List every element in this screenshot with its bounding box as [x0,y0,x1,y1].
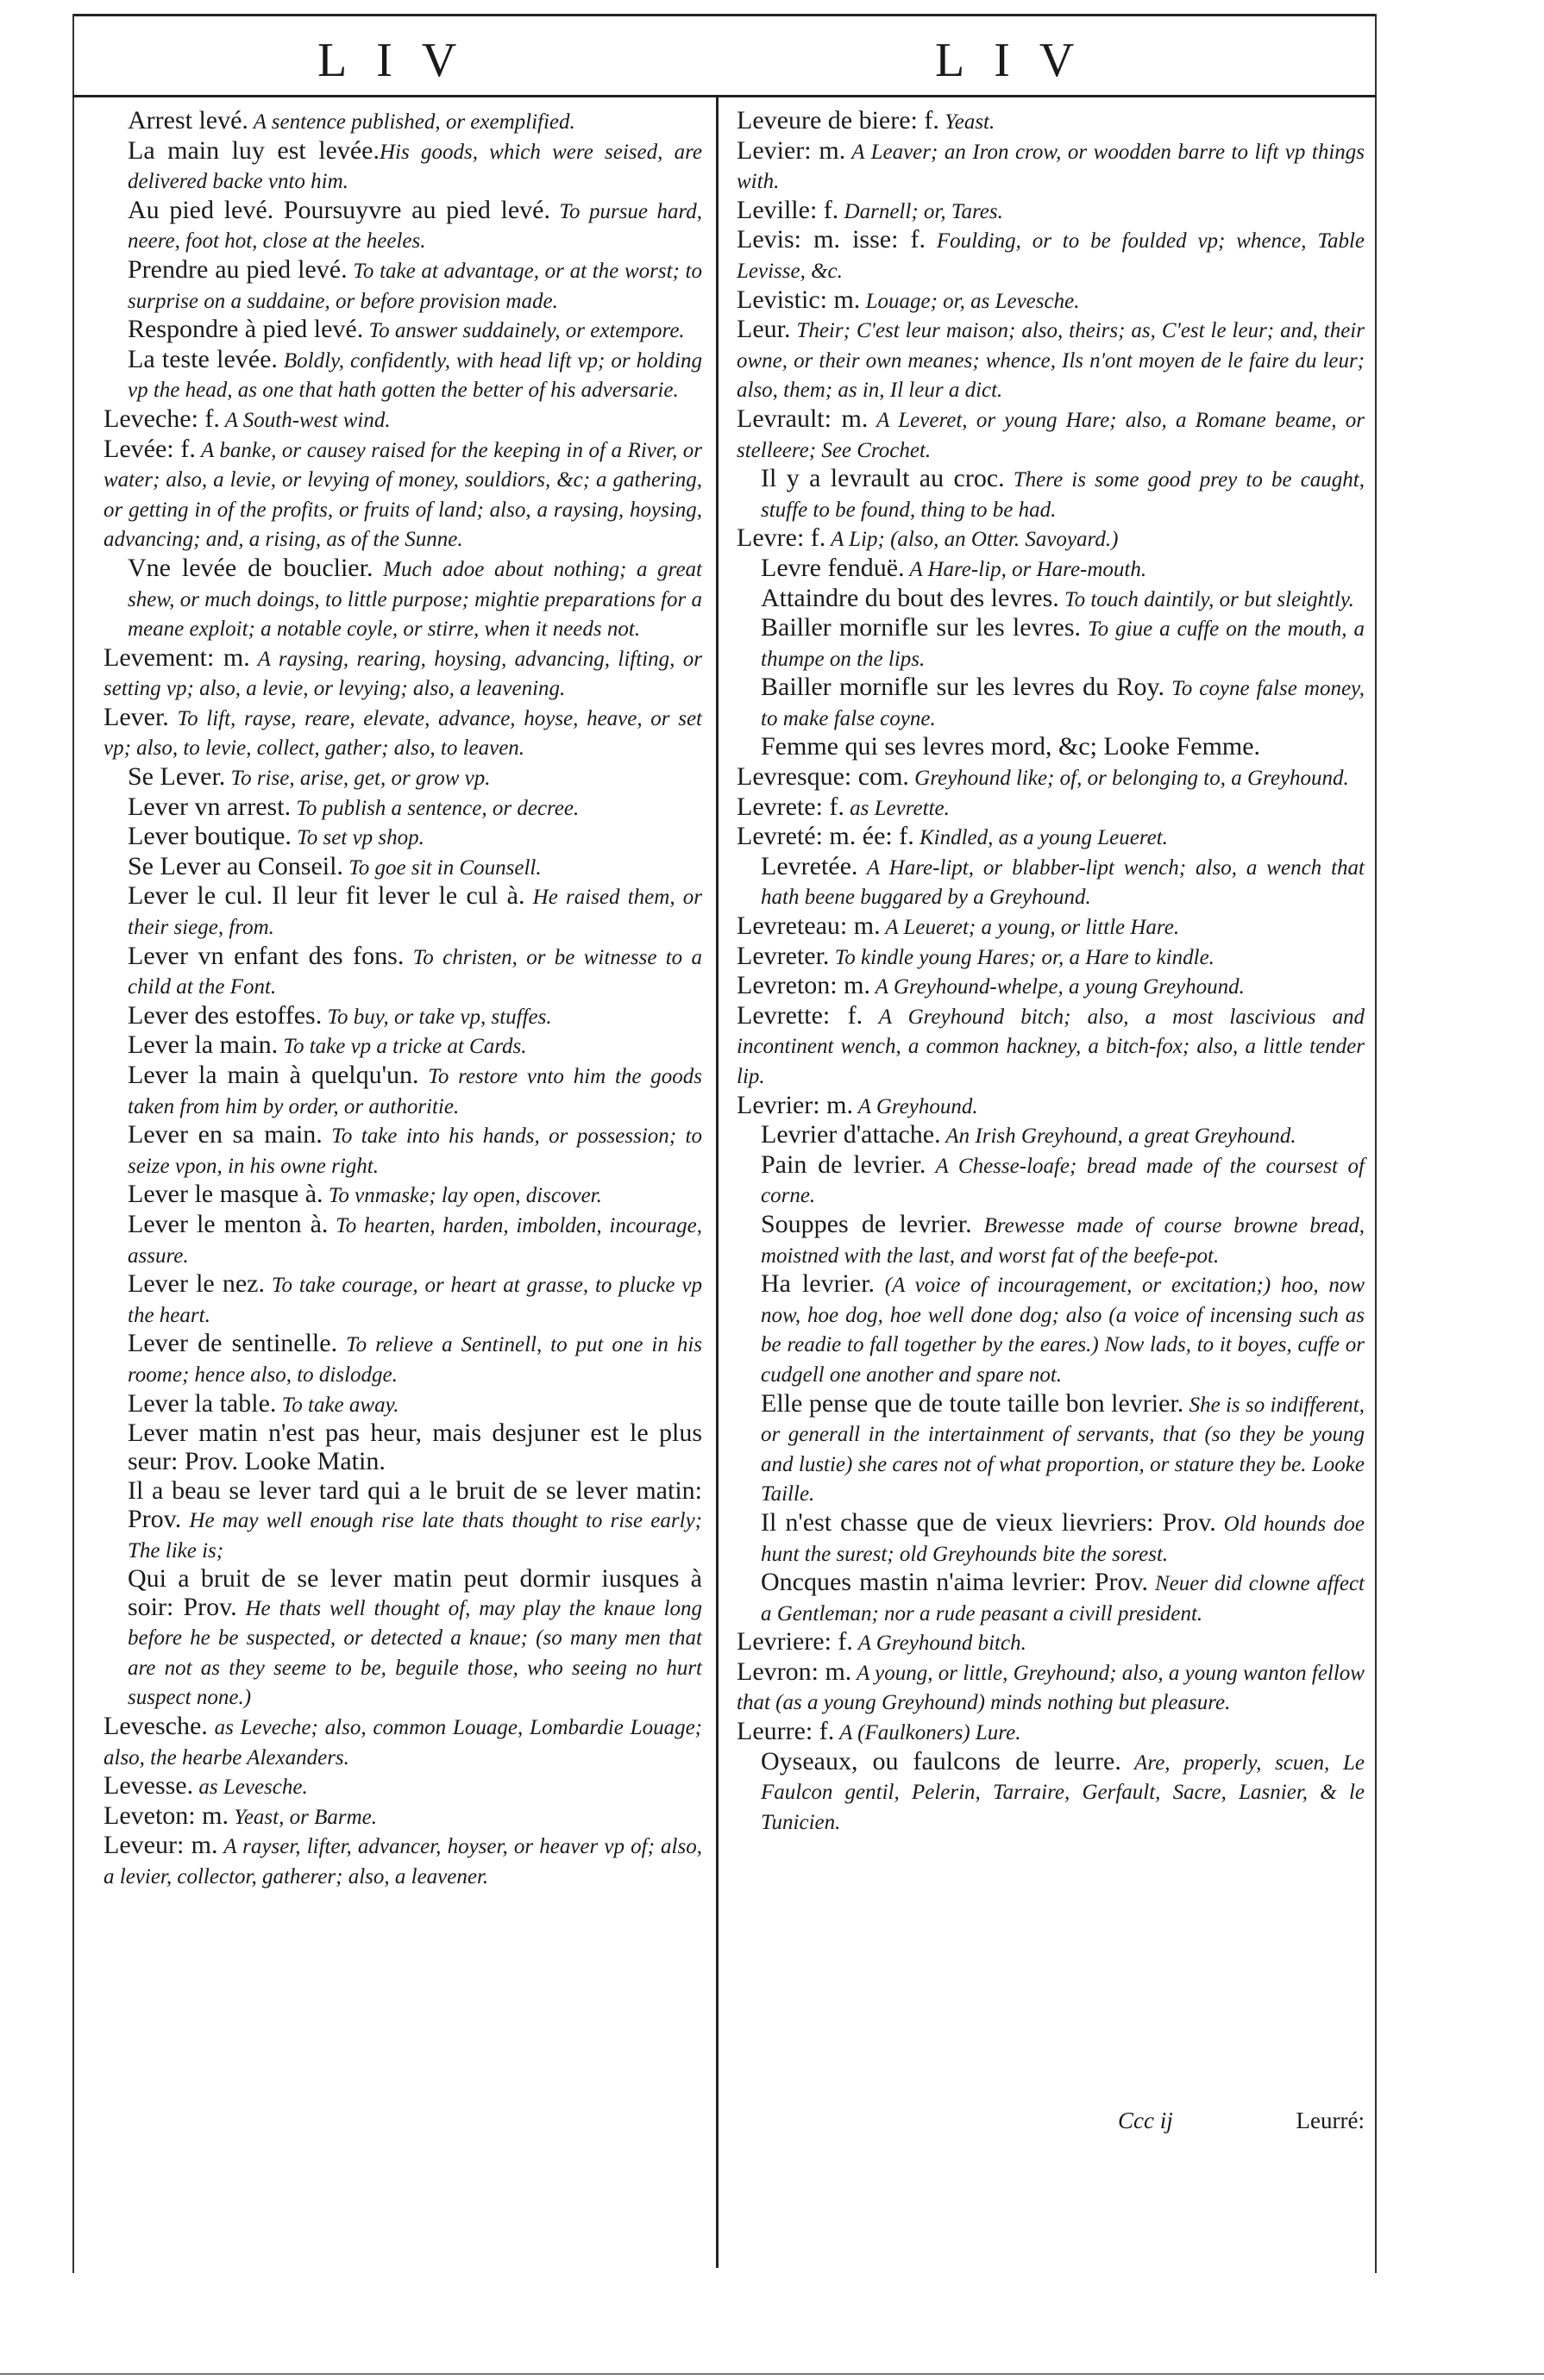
dictionary-entry [737,316,1365,405]
entry-headword: Levement: m. [104,642,250,672]
entry-headword: Levée: f. [104,434,196,463]
entry-headword: Vne levée de bouclier. [128,553,373,582]
dictionary-entry [737,673,1365,733]
dictionary-entry [104,1031,702,1062]
dictionary-entry [737,107,1365,137]
dictionary-entry [104,1565,702,1713]
entry-headword: Lever vn enfant des fons. [128,941,405,970]
dictionary-entry [104,1477,702,1565]
dictionary-entry [104,943,702,1002]
entry-headword: Leveton: m. [104,1801,229,1830]
dictionary-entry [104,1211,702,1270]
entry-definition: To christen, or be witnesse to a child at the Font. [128,945,703,999]
entry-definition: A Hare-lipt, or blabber-lipt wench; also, a wench that hath beene buggared by a Greyhound. [761,855,1365,910]
dictionary-entry [737,1658,1365,1718]
dictionary-entry [737,197,1365,227]
dictionary-entry [104,435,702,554]
dictionary-entry [737,1092,1365,1122]
entry-definition: To take away. [276,1393,399,1417]
entry-headword: Levrier d'attache. [761,1120,941,1149]
entry-headword: Levre: f. [737,523,826,553]
dictionary-entry [737,912,1365,943]
entry-headword: Levier: m. [737,135,846,165]
entry-headword: Se Lever. [128,762,226,792]
entry-headword: Il a beau se lever tard qui a le bruit de se lever matin: Prov. [128,1476,702,1533]
entry-definition: To restore vnto him the goods taken from him by order, or authoritie. [128,1065,702,1118]
dictionary-entry [737,1718,1365,1748]
dictionary-entry [104,763,702,793]
entry-definition: A Greyhound bitch; also, a most lascivious and incontinent wench, a common hackney, a bitch-fox; also, a little tender lip. [737,1005,1365,1088]
dictionary-entry [737,1002,1365,1092]
entry-definition: To coyne false money, to make false coyne. [761,677,1365,730]
dictionary-entry [737,1211,1365,1270]
dictionary-entry [104,1390,702,1420]
entry-definition: A banke, or causey raised for the keeping in of a River, or water; also, a levie, or levying of money, souldiors, &c; a gathering, or getting in of the profits, or fruits of land; also, a raysing, hoysing, advancing; and, a rising, as of the Sunne. [104,438,702,552]
dictionary-entry [104,1062,702,1121]
entry-headword: Femme qui ses levres mord, &c; Looke Femme. [761,732,1261,761]
entry-headword: Levreter. [737,941,830,970]
dictionary-entry [737,614,1365,673]
entry-headword: Levrete: f. [737,792,844,821]
entry-definition: Much adoe about nothing; a great shew, or much doings, to little purpose; mightie preparations for a meane exploit; a notable coyle, or stirre, when it needs not. [128,557,702,642]
top-rule [72,14,1377,16]
entry-headword: Levrault: m. [737,404,869,433]
dictionary-entry [104,107,702,137]
dictionary-entry [104,554,702,644]
entry-definition: A raysing, rearing, hoysing, advancing, lifting, or setting vp; also, a levie, or levying; also, a leavening. [104,647,702,701]
dictionary-entry [737,405,1365,465]
dictionary-entry [104,1270,702,1330]
column-divider [716,95,719,2268]
entry-headword: Souppes de levrier. [761,1209,972,1238]
entry-headword: La teste levée. [128,344,278,373]
entry-definition: Louage; or, as Levesche. [860,289,1080,313]
entry-definition: To take at advantage, or at the worst; to surprise on a suddaine, or before provision made. [128,259,702,313]
dictionary-entry [737,1569,1365,1628]
dictionary-entry [737,943,1365,973]
dictionary-entry [104,1802,702,1832]
dictionary-entry [104,704,702,763]
dictionary-entry [104,137,702,197]
entry-definition: A young, or little, Greyhound; also, a young wanton fellow that (as a young Greyhound) minds nothing but pleasure. [737,1661,1365,1715]
entry-headword: Lever le nez. [128,1269,265,1299]
entry-definition: A (Faulkoners) Lure. [834,1721,1021,1745]
dictionary-entry [104,405,702,435]
dictionary-entry [104,1330,702,1389]
dictionary-entry [737,554,1365,585]
entry-definition: Darnell; or, Tares. [838,199,1003,223]
entry-definition: To goe sit in Counsell. [342,855,542,880]
entry-headword: Leveur: m. [104,1831,218,1860]
entry-definition: Old hounds doe hunt the surest; old Greyhounds bite the sorest. [761,1512,1365,1566]
dictionary-entry [737,1151,1365,1211]
entry-definition: Yeast, or Barme. [228,1805,377,1829]
entry-headword: Lever le masque à. [128,1180,323,1209]
dictionary-entry [104,644,702,704]
entry-definition: She is so indifferent, or generall in the intertainment of servants, that (so they be young and lustie) she cares not of what proportion, or stature they be. Looke Taille. [761,1393,1365,1506]
entry-definition: Brewesse made of course browne bread, moistned with the last, and worst fat of the beefe-pot. [761,1213,1365,1268]
dictionary-entry [104,197,702,256]
entry-definition: To vnmaske; lay open, discover. [323,1184,602,1208]
dictionary-entry [737,226,1365,285]
entry-definition: He thats well thought of, may play the knaue long before he be suspected, or detected a knaue; (so many men that are not as they seeme to be, beguile those, who seeing no hurt suspect none.) [128,1596,702,1710]
dictionary-entry [737,137,1365,197]
dictionary-entry [737,733,1365,763]
entry-headword: Leveche: f. [104,404,220,433]
entry-headword: Pain de levrier. [761,1149,926,1179]
entry-headword: Lever la main à quelqu'un. [128,1061,419,1089]
entry-headword: Bailler mornifle sur les levres du Roy. [761,673,1165,702]
entry-headword: Oyseaux, ou faulcons de leurre. [761,1746,1121,1776]
dictionary-entry [737,1509,1365,1569]
dictionary-entry [737,524,1365,554]
entry-definition: A Greyhound bitch. [852,1632,1026,1656]
dictionary-entry [104,316,702,346]
running-head-right: LIV [935,34,1104,87]
entry-headword: Oncques mastin n'aima levrier: Prov. [761,1568,1149,1597]
entry-definition: To set vp shop. [291,826,424,850]
entry-headword: Respondre à pied levé. [128,315,364,344]
entry-definition: An Irish Greyhound, a great Greyhound. [940,1124,1296,1149]
entry-definition: A sentence published, or exemplified. [248,110,575,134]
entry-definition: Yeast. [938,110,995,134]
entry-definition: There is some good prey to be caught, stuffe to be found, thing to be had. [761,468,1365,522]
right-frame-line [1375,14,1377,2273]
entry-headword: Au pied levé. Poursuyvre au pied levé. [128,195,550,224]
entry-headword: Lever des estoffes. [128,1000,323,1030]
entry-definition: He may well enough rise late thats thought to rise early; The like is; [128,1508,702,1563]
entry-headword: Lever. [104,702,169,731]
dictionary-entry [104,1002,702,1032]
entry-headword: Qui a bruit de se lever matin peut dormir iusques à soir: Prov. [128,1564,702,1621]
entry-headword: Leville: f. [737,195,839,224]
entry-headword: La main luy est levée. [128,135,380,165]
right-column [737,107,1365,1837]
entry-headword: Lever en sa main. [128,1120,323,1149]
entry-headword: Levretée. [761,851,858,880]
entry-headword: Leurre: f. [737,1717,835,1746]
dictionary-entry [104,793,702,824]
dictionary-entry [104,256,702,316]
running-head-left: LIV [317,34,486,87]
dictionary-entry [737,465,1365,524]
entry-definition: A Leveret, or young Hare; also, a Romane beame, or stelleere; See Crochet. [737,408,1365,462]
dictionary-entry [737,972,1365,1002]
dictionary-entry [104,1772,702,1802]
header-rule [72,95,1377,97]
entry-definition: To take vp a tricke at Cards. [278,1035,527,1059]
entry-definition: Their; C'est leur maison; also, theirs; as, C'est le leur; and, their owne, or their own meanes; whence, Ils n'ont moyen de le faire du leur; also, them; as in, Il leur a dict. [737,319,1365,403]
entry-headword: Elle pense que de toute taille bon levrier. [761,1388,1184,1418]
entry-headword: Levrette: f. [737,1000,863,1030]
entry-definition: To rise, arise, get, or grow vp. [225,767,491,791]
dictionary-entry [737,763,1365,793]
entry-headword: Prendre au pied levé. [128,254,348,284]
dictionary-entry [104,346,702,405]
entry-headword: Lever boutique. [128,822,292,851]
entry-definition: Greyhound like; of, or belonging to, a Greyhound. [908,767,1349,791]
entry-headword: Leveure de biere: f. [737,106,939,135]
dictionary-entry [737,823,1365,853]
entry-definition: To publish a sentence, or decree. [291,796,580,820]
entry-headword: Levesse. [104,1771,194,1801]
dictionary-entry [104,882,702,942]
entry-definition: as Leveche; also, common Louage, Lombardie Louage; also, the hearbe Alexanders. [104,1716,702,1769]
entry-headword: Se Lever au Conseil. [128,851,343,880]
entry-headword: Levriere: f. [737,1627,853,1657]
entry-headword: Levre fenduë. [761,553,905,582]
dictionary-entry [737,1628,1365,1658]
entry-definition: Boldly, confidently, with head lift vp; or holding vp the head, as one that hath gotten the better of his adversarie. [128,348,702,403]
entry-definition: To hearten, harden, imbolden, incourage, assure. [128,1213,702,1268]
entry-headword: Lever la main. [128,1030,279,1060]
entry-headword: Lever matin n'est pas heur, mais desjuner est le plus seur: Prov. Looke Matin. [128,1419,702,1475]
entry-headword: Levron: m. [737,1657,852,1686]
entry-definition: A South-west wind. [219,408,391,432]
entry-headword: Attaindre du bout des levres. [761,583,1059,612]
entry-headword: Levreteau: m. [737,911,881,941]
entry-definition: A Lip; (also, an Otter. Savoyard.) [825,528,1119,552]
entry-definition: as Levrette. [844,796,950,820]
entry-definition: He raised them, or their siege, from. [128,886,702,940]
entry-headword: Levreté: m. ée: f. [737,822,914,851]
entry-definition: To relieve a Sentinell, to put one in his roome; hence also, to dislodge. [128,1333,702,1387]
entry-definition: as Levesche. [193,1776,308,1800]
entry-headword: Arrest levé. [128,106,248,135]
entry-headword: Lever le cul. Il leur fit lever le cul à. [128,881,525,911]
entry-headword: Levis: m. isse: f. [737,225,926,254]
entry-headword: Levrier: m. [737,1090,853,1119]
entry-definition: To kindle young Hares; or, a Hare to kindle. [829,945,1214,969]
dictionary-page [72,14,1377,2359]
dictionary-entry [737,1121,1365,1151]
entry-definition: To touch daintily, or but sleightly. [1058,587,1354,611]
dictionary-entry [104,1121,702,1181]
dictionary-entry [104,853,702,883]
entry-headword: Levreton: m. [737,971,870,1000]
entry-definition: Foulding, or to be foulded vp; whence, Table Levisse, &c. [737,229,1365,283]
dictionary-entry [737,585,1365,615]
entry-headword: Lever vn arrest. [128,792,292,821]
entry-headword: Il n'est chasse que de vieux lievriers: Prov. [761,1507,1216,1537]
entry-definition: (A voice of incouragement, or excitation;) hoo, now now, hoe dog, hoe well done dog; also (a voice of incensing such as be readie to fall together by the eares.) Now lads, to it boyes, cuffe or cudgell one another and spare not. [761,1274,1365,1387]
entry-definition: A Leaver; an Iron crow, or woodden barre to lift vp things with. [737,140,1365,194]
entry-headword: Levresque: com. [737,762,909,792]
dictionary-entry [737,853,1365,912]
catchword: Leurré: [1296,2108,1365,2133]
entry-headword: Bailler mornifle sur les levres. [761,613,1082,642]
entry-definition: To pursue hard, neere, foot hot, close at the heeles. [128,199,703,254]
dictionary-entry [737,1748,1365,1838]
entry-definition: Neuer did clowne affect a Gentleman; nor a rude peasant a civill president. [761,1572,1365,1625]
entry-definition: A Leueret; a young, or little Hare. [880,916,1180,940]
entry-definition: To lift, rayse, reare, elevate, advance, hoyse, heave, or set vp; also, to levie, collect, gather; also, to leaven. [104,706,702,761]
entry-definition: A Chesse-loafe; bread made of the coursest of corne. [761,1154,1365,1208]
signature-mark: Ccc ij [1118,2108,1173,2133]
dictionary-entry [737,1390,1365,1509]
dictionary-entry [737,286,1365,316]
entry-definition: A Hare-lip, or Hare-mouth. [904,557,1147,581]
left-frame-line [72,14,74,2273]
entry-headword: Lever de sentinelle. [128,1329,338,1358]
entry-headword: Levistic: m. [737,285,861,314]
entry-headword: Levesche. [104,1712,208,1741]
entry-definition: His goods, which were seised, are delivered backe vnto him. [128,140,702,194]
entry-definition: To take into his hands, or possession; to seize vpon, in his owne right. [128,1124,702,1178]
entry-headword: Leur. [737,315,791,344]
entry-definition: To giue a cuffe on the mouth, a thumpe on the lips. [761,617,1365,671]
entry-definition: Are, properly, scuen, Le Faulcon gentil, Pelerin, Tarraire, Gerfault, Sacre, Lasnier, & le Tunicien. [761,1751,1365,1834]
left-column [104,107,702,1892]
dictionary-entry [104,1419,702,1477]
entry-definition: A rayser, lifter, advancer, hoyser, or heaver vp of; also, a levier, collector, gatherer; also, a leavener. [104,1835,702,1889]
dictionary-entry [737,793,1365,824]
entry-definition: To answer suddainely, or extempore. [363,319,685,343]
entry-headword: Ha levrier. [761,1269,876,1299]
dictionary-entry [104,1713,702,1772]
entry-definition: To buy, or take vp, stuffes. [322,1005,552,1029]
dictionary-entry [104,1832,702,1891]
entry-definition: A Greyhound-whelpe, a young Greyhound. [869,975,1245,999]
entry-headword: Lever la table. [128,1388,277,1418]
entry-definition: Kindled, as a young Leueret. [913,826,1168,850]
entry-headword: Il y a levrault au croc. [761,464,1005,493]
dictionary-entry [737,1270,1365,1389]
dictionary-entry [104,823,702,853]
dictionary-entry [104,1181,702,1211]
entry-definition: A Greyhound. [852,1094,978,1118]
entry-headword: Lever le menton à. [128,1209,329,1238]
entry-definition: To take courage, or heart at grasse, to plucke vp the heart. [128,1274,702,1327]
bottom-rule [0,2373,1544,2375]
